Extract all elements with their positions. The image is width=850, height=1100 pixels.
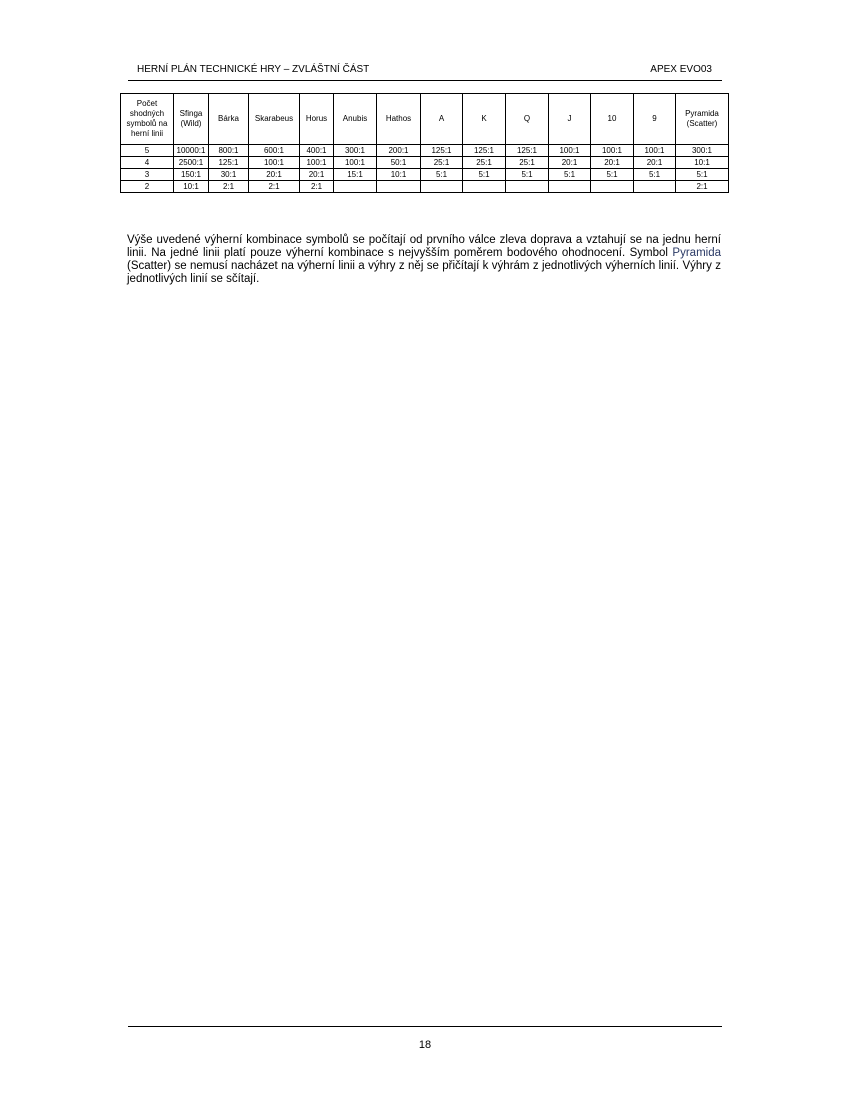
payout-cell [549,181,591,193]
symbol-count-cell: 5 [121,145,174,157]
paytable-row [121,169,729,181]
payout-cell: 20:1 [634,157,676,169]
payout-cell: 125:1 [463,145,506,157]
paytable-row [121,157,729,169]
rules-paragraph: Výše uvedené výherní kombinace symbolů se počítají od prvního válce zleva doprava a vztahují se na jednu herní linii. Na jedné linii platí pouze výherní kombinace s nejvyšším poměrem bodového ohodnocení. Symbol Pyramida (Scatter) se nemusí nacházet na výherní linii a výhry z něj se přičítají k výhrám z jednotlivých výherních linií. Výhry z jednotlivých linií se sčítají. [127,234,721,285]
payout-cell: 30:1 [209,169,249,181]
paytable-row [121,181,729,193]
paytable-body [121,145,729,193]
symbol-header-skarabeus: Skarabeus [249,94,300,145]
payout-cell [421,181,463,193]
payout-cell: 25:1 [463,157,506,169]
payout-cell [377,181,421,193]
symbol-header-9: 9 [634,94,676,145]
symbol-count-cell: 4 [121,157,174,169]
symbol-header-horus: Horus [300,94,334,145]
payout-cell: 150:1 [174,169,209,181]
payout-cell [334,181,377,193]
payout-cell: 2:1 [209,181,249,193]
payout-cell: 10:1 [377,169,421,181]
payout-cell: 100:1 [300,157,334,169]
symbol-header-j: J [549,94,591,145]
payout-cell: 800:1 [209,145,249,157]
payout-cell: 2:1 [300,181,334,193]
payout-cell: 300:1 [676,145,729,157]
payout-cell: 5:1 [634,169,676,181]
payout-cell: 2:1 [249,181,300,193]
paytable-row [121,145,729,157]
payout-cell: 600:1 [249,145,300,157]
payout-cell: 125:1 [209,157,249,169]
payout-cell [463,181,506,193]
payout-cell: 10:1 [174,181,209,193]
payout-cell: 400:1 [300,145,334,157]
document-title: HERNÍ PLÁN TECHNICKÉ HRY – ZVLÁŠTNÍ ČÁST [137,64,370,75]
payout-cell: 25:1 [506,157,549,169]
payout-cell [506,181,549,193]
symbol-header-pyramida: Pyramida (Scatter) [676,94,729,145]
payout-cell: 25:1 [421,157,463,169]
payout-cell: 100:1 [591,145,634,157]
payout-cell: 50:1 [377,157,421,169]
payout-cell [634,181,676,193]
paytable-header-row [121,94,729,145]
payout-cell: 5:1 [421,169,463,181]
payout-cell: 100:1 [334,157,377,169]
payout-cell: 20:1 [549,157,591,169]
payout-cell: 5:1 [676,169,729,181]
payout-cell: 2500:1 [174,157,209,169]
payout-cell: 200:1 [377,145,421,157]
payout-cell: 5:1 [506,169,549,181]
payout-cell: 5:1 [463,169,506,181]
symbol-header-a: A [421,94,463,145]
payout-cell: 2:1 [676,181,729,193]
paytable [120,93,729,193]
symbol-header-sfinga: Sfinga (Wild) [174,94,209,145]
symbol-header-hathos: Hathos [377,94,421,145]
scatter-symbol-name: Pyramida [672,247,721,259]
footer-divider [128,1026,722,1027]
page-header [128,62,722,81]
payout-cell: 125:1 [506,145,549,157]
count-column-header: Počet shodných symbolů na herní linii [121,94,174,145]
payout-cell: 15:1 [334,169,377,181]
payout-cell: 20:1 [591,157,634,169]
symbol-header-k: K [463,94,506,145]
payout-cell: 10000:1 [174,145,209,157]
payout-cell: 300:1 [334,145,377,157]
symbol-count-cell: 2 [121,181,174,193]
payout-cell: 125:1 [421,145,463,157]
symbol-header-10: 10 [591,94,634,145]
payout-cell: 5:1 [591,169,634,181]
symbol-count-cell: 3 [121,169,174,181]
symbol-header-barka: Bárka [209,94,249,145]
payout-cell: 20:1 [300,169,334,181]
payout-cell: 20:1 [249,169,300,181]
symbol-header-anubis: Anubis [334,94,377,145]
payout-cell: 100:1 [249,157,300,169]
payout-cell: 10:1 [676,157,729,169]
page-number: 18 [418,1039,432,1051]
payout-cell: 5:1 [549,169,591,181]
payout-cell [591,181,634,193]
symbol-header-q: Q [506,94,549,145]
payout-cell: 100:1 [634,145,676,157]
product-name: APEX EVO03 [650,64,712,75]
payout-cell: 100:1 [549,145,591,157]
